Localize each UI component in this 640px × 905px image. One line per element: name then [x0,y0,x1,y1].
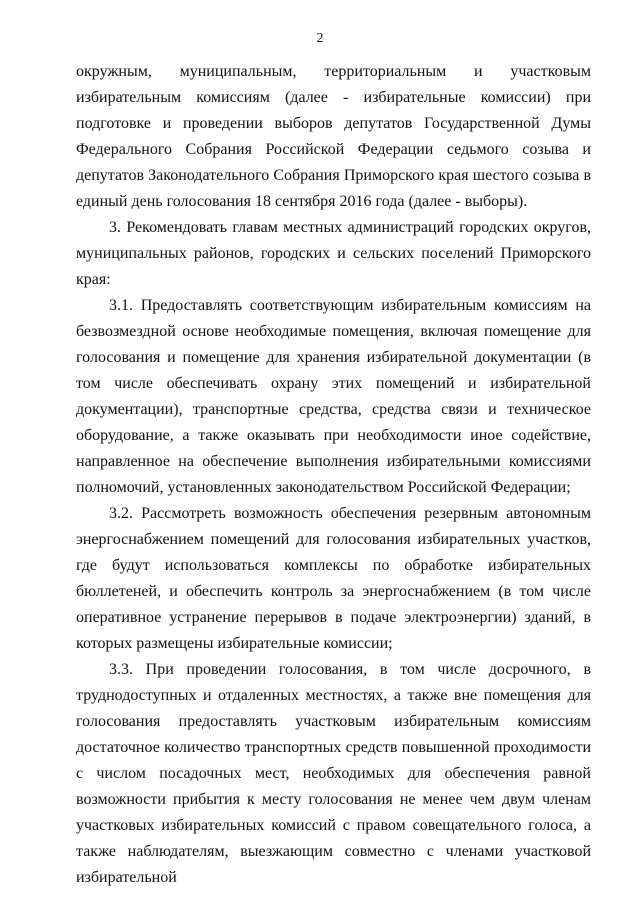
paragraph-item-3: 3. Рекомендовать главам местных администраций городских округов, муниципальных районов, городских и сельских поселений Приморского края: [76,219,591,288]
document-body [76,59,591,891]
paragraph-continuation: окружным, муниципальным, территориальным и участковым избирательным комиссиям (далее - избирательные комиссии) при подготовке и проведении выборов депутатов Государственной Думы Федерального Собрания Российской Федерации седьмого созыва и депутатов Законодательного Собрания Приморского края шестого созыва в единый день голосования 18 сентября 2016 года (далее - выборы). [76,63,591,210]
page-number: 2 [316,31,324,46]
paragraph-item-3-1: 3.1. Предоставлять соответствующим избирательным комиссиям на безвозмездной основе необходимые помещения, включая помещение для голосования и помещение для хранения избирательной документации (в том числе обеспечивать охрану этих помещений и избирательной документации), транспортные средства, средства связи и техническое оборудование, а также оказывать при необходимости иное содействие, направленное на обеспечение выполнения избирательными комиссиями полномочий, установленных законодательством Российской Федерации; [76,297,591,496]
paragraph-item-3-3: 3.3. При проведении голосования, в том числе досрочного, в труднодоступных и отдаленных местностях, а также вне помещения для голосования предоставлять участковым избирательным комиссиям достаточное количество транспортных средств повышенной проходимости с числом посадочных мест, необходимых для обеспечения равной возможности прибытия к месту голосования не менее чем двум членам участковых избирательных комиссий с правом совещательного голоса, а также наблюдателям, выезжающим совместно с членами участковой избирательной [76,661,591,886]
paragraph-item-3-2: 3.2. Рассмотреть возможность обеспечения резервным автономным энергоснабжением помещений для голосования избирательных участков, где будут использоваться комплексы по обработке избирательных бюллетеней, и обеспечить контроль за энергоснабжением (в том числе оперативное устранение перерывов в подаче электроэнергии) зданий, в которых размещены избирательные комиссии; [76,505,591,652]
